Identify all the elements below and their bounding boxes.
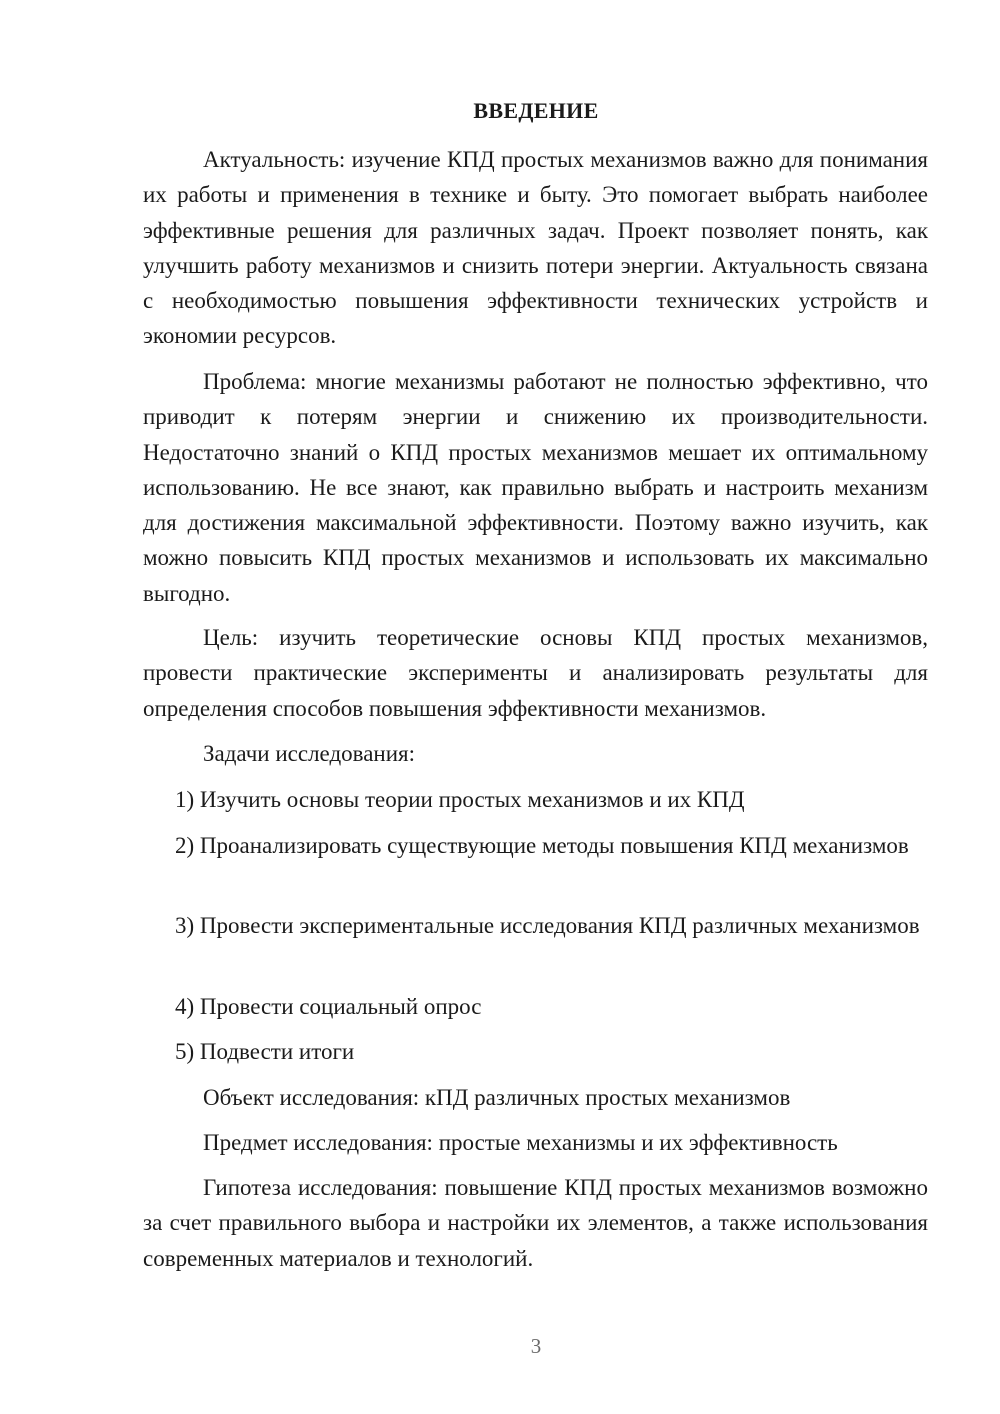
page-number: 3 (530, 1334, 542, 1358)
task-item-2: 2) Проанализировать существующие методы повышения КПД механизмов (175, 833, 909, 858)
section-heading: ВВЕДЕНИЕ (473, 98, 599, 123)
research-subject: Предмет исследования: простые механизмы и их эффективность (203, 1130, 838, 1155)
paragraph-tasks-heading: Задачи исследования: (203, 741, 416, 766)
task-item-4: 4) Провести социальный опрос (175, 994, 482, 1019)
research-hypothesis: Гипотеза исследования: повышение КПД простых механизмов возможно за счет правильного выбора и настройки их элементов, а также использования современных материалов и технологий. (143, 1175, 928, 1271)
task-item-1: 1) Изучить основы теории простых механизмов и их КПД (175, 787, 745, 812)
task-item-5: 5) Подвести итоги (175, 1039, 355, 1064)
paragraph-goal: Цель: изучить теоретические основы КПД простых механизмов, провести практические эксперименты и анализировать результаты для определения способов повышения эффективности механизмов. (143, 625, 928, 721)
paragraph-problem: Проблема: многие механизмы работают не полностью эффективно, что приводит к потерям энергии и снижению их производительности. Недостаточно знаний о КПД простых механизмов мешает их оптимальному использованию. Не все знают, как правильно выбрать и настроить механизм для достижения максимальной эффективности. Поэтому важно изучить, как можно повысить КПД простых механизмов и использовать их максимально выгодно. (143, 369, 928, 606)
paragraph-relevance: Актуальность: изучение КПД простых механизмов важно для понимания их работы и применения в технике и быту. Это помогает выбрать наиболее эффективные решения для различных задач. Проект позволяет понять, как улучшить работу механизмов и снизить потери энергии. Актуальность связана с необходимостью повышения эффективности технических устройств и экономии ресурсов. (143, 147, 928, 349)
task-item-3: 3) Провести экспериментальные исследования КПД различных механизмов (175, 913, 920, 938)
research-object: Объект исследования: кПД различных простых механизмов (203, 1085, 791, 1110)
